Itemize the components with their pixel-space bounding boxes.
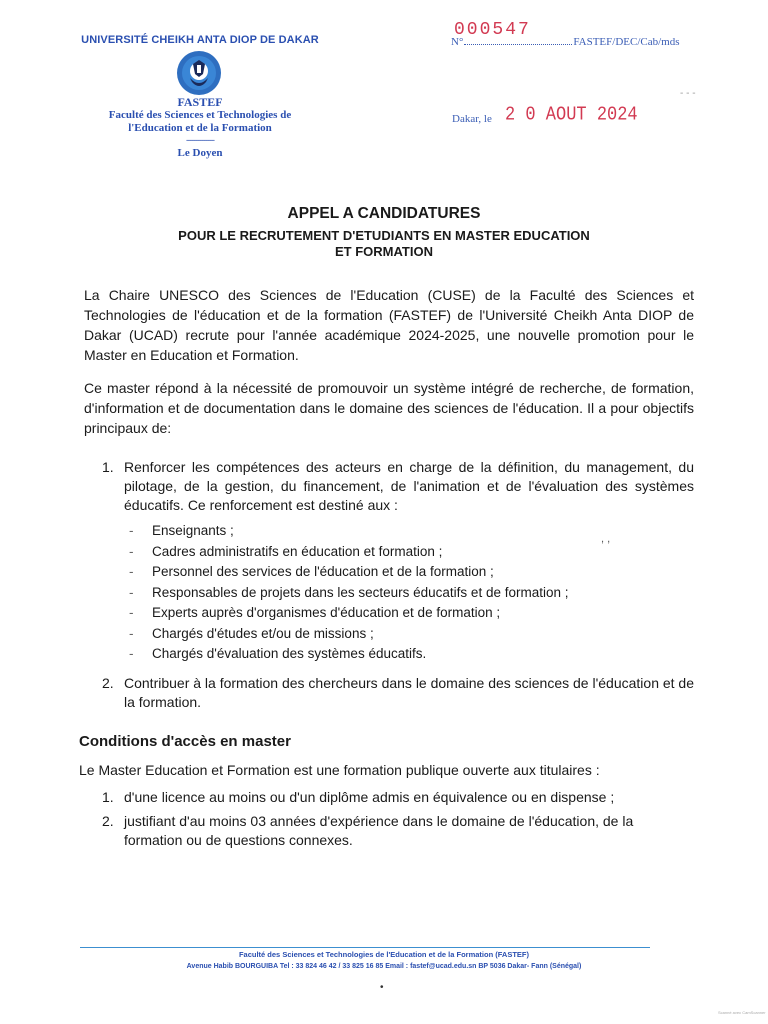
document-subtitle-line2: ET FORMATION [335, 244, 433, 259]
condition-number: 2. [102, 813, 114, 829]
footer-rule [80, 947, 650, 948]
dash-marker: - [129, 625, 134, 641]
list-item: - Chargés d'études et/ou de missions ; [127, 624, 687, 645]
objective-item [102, 674, 694, 712]
margin-mark: - - - [680, 88, 696, 99]
date-stamp: 2 0 AOUT 2024 [505, 104, 638, 127]
footer-mark: • [380, 982, 384, 993]
list-item: - Enseignants ; [127, 521, 687, 542]
intro-paragraph: La Chaire UNESCO des Sciences de l'Education (CUSE) de la Faculté des Sciences et Technologies de l'éducation et de la formation (FASTEF) de l'Université Cheikh Anta DIOP de Dakar (UCAD) recrute pour l'année académique 2024-2025, une nouvelle promotion pour le Master en Education et Formation. [84, 287, 694, 363]
header-separator: -------------- [186, 135, 214, 145]
scanner-watermark: Scanné avec CamScanner [718, 1010, 766, 1015]
objectives-paragraph: Ce master répond à la nécessité de promouvoir un système intégré de recherche, de formation, d'information et de documentation dans le domaine des sciences de l'éducation. Il a pour objectifs principaux de: [84, 380, 694, 436]
objective-text: Contribuer à la formation des chercheurs dans le domaine des sciences de l'éducation et de la formation. [124, 675, 695, 710]
dash-marker: - [129, 605, 134, 620]
dash-marker: - [129, 646, 134, 661]
date-prefix: Dakar, le [452, 113, 492, 125]
dash-marker: - [129, 543, 134, 559]
faculty-name [85, 109, 315, 135]
reference-dotted-line [464, 44, 572, 45]
condition-number: 1. [102, 789, 114, 805]
reference-number-stamp: 000547 [454, 20, 531, 40]
doyen-label: Le Doyen [177, 147, 223, 159]
reference-suffix: FASTEF/DEC/Cab/mds [573, 36, 680, 48]
stray-mark: , , [601, 533, 611, 545]
document-title: APPEL A CANDIDATURES [287, 205, 481, 222]
conditions-heading: Conditions d'accès en master [79, 733, 291, 750]
reference-line [451, 36, 680, 48]
faculty-acronym: FASTEF [177, 95, 223, 109]
dash-marker: - [129, 584, 134, 600]
footer-contact: Avenue Habib BOURGUIBA Tel : 33 824 46 42 / 33 825 16 85 Email : fastef@ucad.edu.sn BP 5036 Dakar- Fann (Sénégal) [186, 963, 582, 970]
conditions-intro: Le Master Education et Formation est une formation publique ouverte aux titulaires : [79, 762, 600, 778]
list-item: - Experts auprès d'organismes d'éducation et de formation ; [127, 603, 687, 624]
reference-prefix: N° [451, 36, 464, 48]
condition-item [102, 788, 672, 807]
list-item: - Personnel des services de l'éducation et de la formation ; [127, 562, 687, 583]
condition-text: d'une licence au moins ou d'un diplôme admis en équivalence ou en dispense ; [124, 789, 615, 805]
objective-text: Renforcer les compétences des acteurs en charge de la définition, du management, du pilotage, de la gestion, du financement, de l'animation et de l'évaluation des systèmes éducatifs. Ce renforcement est destiné aux : [124, 459, 694, 513]
objective-item [102, 458, 694, 515]
footer-faculty: Faculté des Sciences et Technologies de l'Education et de la Formation (FASTEF) [238, 950, 530, 959]
objective-number: 1. [102, 459, 114, 475]
dash-marker: - [129, 523, 134, 538]
objective-number: 2. [102, 675, 114, 691]
list-item: - Responsables de projets dans les secteurs éducatifs et de formation ; [127, 583, 687, 604]
fastef-logo [176, 50, 222, 96]
faculty-name-line1: Faculté des Sciences et Technologies de [108, 109, 292, 121]
university-name: UNIVERSITÉ CHEIKH ANTA DIOP DE DAKAR [81, 34, 319, 46]
dash-marker: - [129, 564, 134, 579]
list-item: - Cadres administratifs en éducation et formation ; [127, 542, 687, 563]
condition-text: justifiant d'au moins 03 années d'expérience dans le domaine de l'éducation, de la formation ou de questions connexes. [124, 813, 634, 848]
list-item: - Chargés d'évaluation des systèmes éducatifs. [127, 644, 687, 665]
condition-item [102, 812, 672, 850]
faculty-name-line2: l'Education et de la Formation [128, 122, 272, 134]
document-subtitle-line1: POUR LE RECRUTEMENT D'ETUDIANTS EN MASTER EDUCATION [178, 228, 590, 243]
